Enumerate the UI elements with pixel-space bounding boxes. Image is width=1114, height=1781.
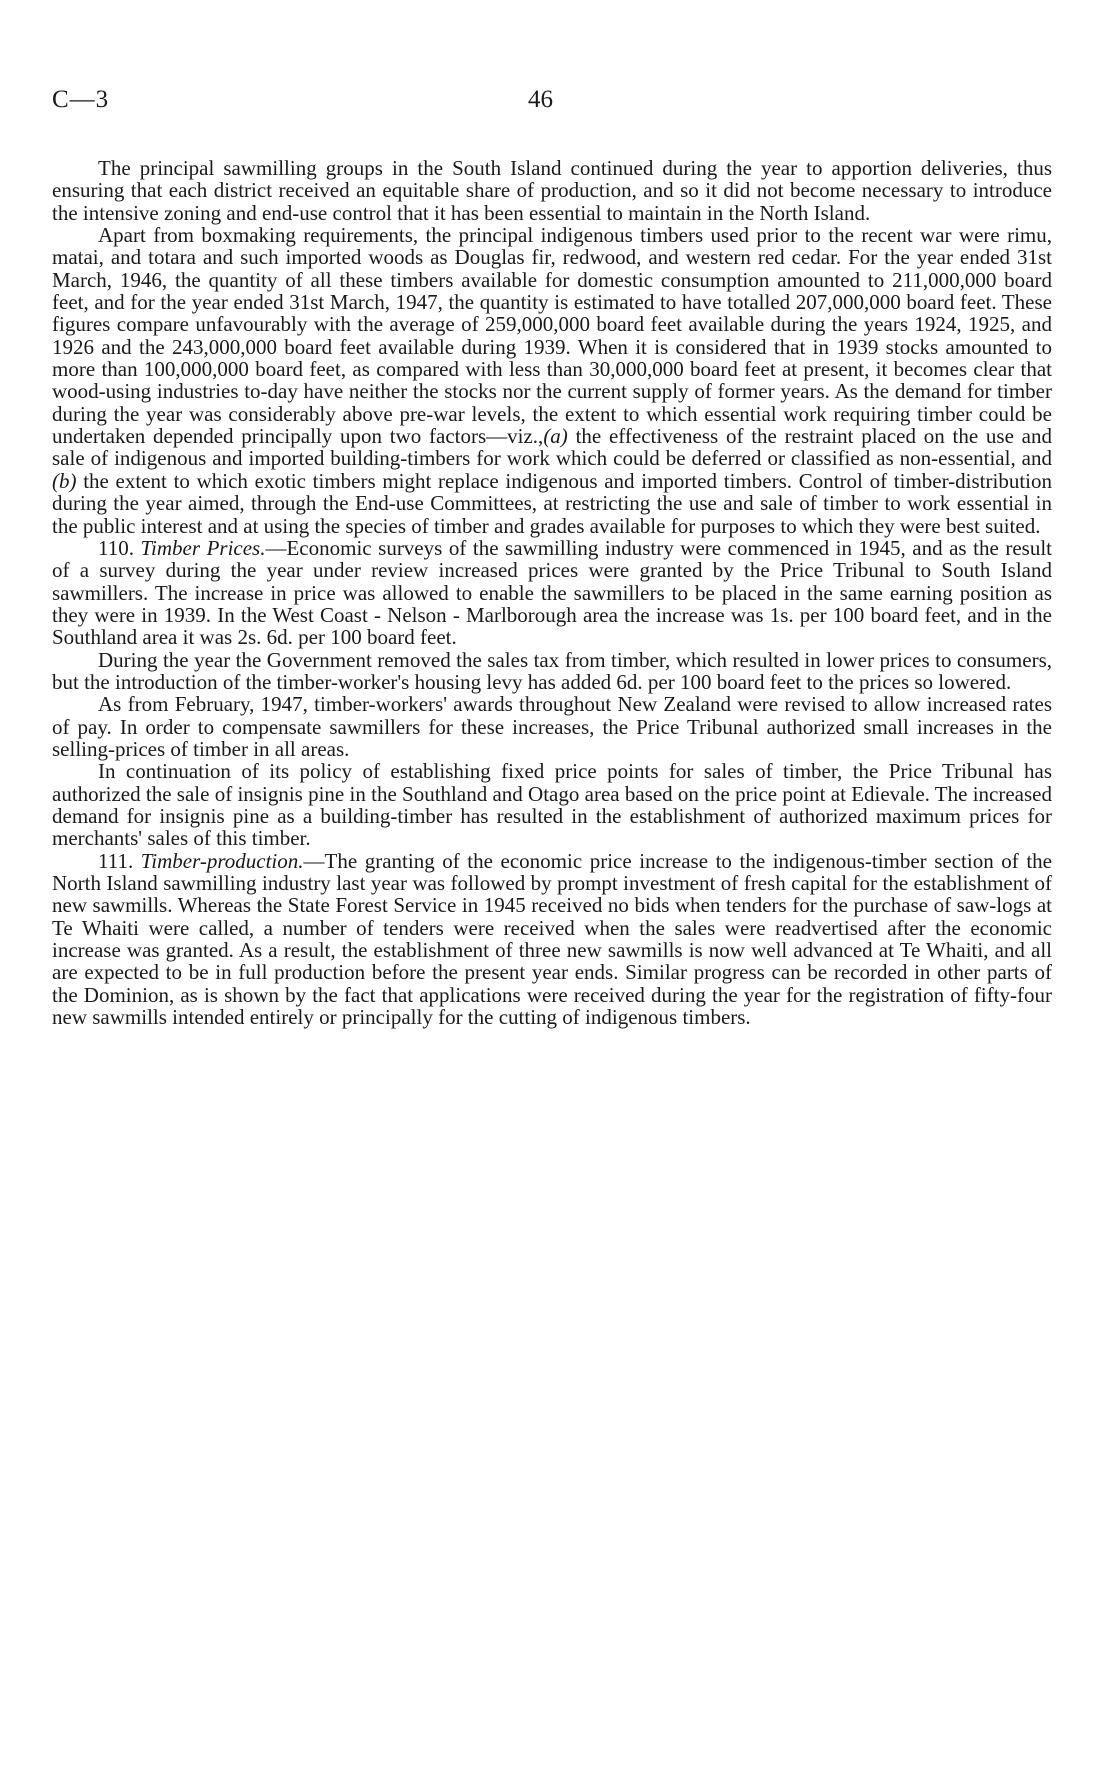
- section-111-timber-production: [52, 850, 1052, 1029]
- section-number: 111.: [98, 848, 141, 873]
- paragraph-indigenous-timbers: [52, 224, 1052, 537]
- section-110-timber-prices: [52, 537, 1052, 649]
- page-header: [52, 86, 1057, 126]
- section-title: Timber Prices.: [140, 535, 266, 560]
- section-text: —The granting of the economic price increase to the indigenous-timber section of the North Island sawmilling industry last year was followed by prompt investment of fresh capital for the establishment of new sawmills. Whereas the State Forest Service in 1945 received no bids when tenders for the purchase of saw-logs at Te Whaiti were called, a number of tenders were received when the sales were readvertised after the economic increase was granted. As a result, the establishment of three new sawmills is now well advanced at Te Whaiti, and all are expected to be in full production before the present year ends. Similar progress can be recorded in other parts of the Dominion, as is shown by the fact that applications were received during the year for the registration of fifty-four new sawmills intended entirely or principally for the cutting of indigenous timbers.: [52, 848, 1052, 1030]
- series-reference: C—3: [52, 86, 110, 113]
- paragraph-south-island-deliveries: The principal sawmilling groups in the South Island continued during the year to apportion deliveries, thus ensuring that each district received an equitable share of production, and so it did not become necessary to introduce the intensive zoning and end-use control that it has been essential to maintain in the North Island.: [52, 156, 1052, 225]
- section-number: 110.: [98, 535, 141, 560]
- page-number: 46: [528, 86, 553, 113]
- factor-a-text: the effectiveness of the restraint placed on the use and sale of indigenous and imported building-timbers for work which could be deferred or classified as non-essential, and: [52, 424, 1052, 471]
- section-title: Timber-production.: [140, 848, 304, 873]
- factor-b-text: the extent to which exotic timbers might replace indigenous and imported timbers. Control of timber-distribution during the year aimed, through the End-use Committees, at restricting the use and sale of timber to work essential in the public interest and at using the species of timber and grades available for purposes to which they were best suited.: [52, 468, 1052, 538]
- factor-a-label: (a): [543, 424, 568, 449]
- factor-b-label: (b): [52, 468, 77, 493]
- paragraph-text: Apart from boxmaking requirements, the principal indigenous timbers used prior to the recent war were rimu, matai, and totara and such imported woods as Douglas fir, redwood, and western red cedar. For the year ended 31st March, 1946, the quantity of all these timbers available for domestic consumption amounted to 211,000,000 board feet, and for the year ended 31st March, 1947, the quantity is estimated to have totalled 207,000,000 board feet. These figures compare unfavourably with the average of 259,000,000 board feet available during the years 1924, 1925, and 1926 and the 243,000,000 board feet available during 1939. When it is considered that in 1939 stocks amounted to more than 100,000,000 board feet, as compared with less than 30,000,000 board feet at present, it becomes clear that wood-using industries to-day have neither the stocks nor the current supply of former years. As the demand for timber during the year was considerably above pre-war levels, the extent to which essential work requiring timber could be undertaken depended principally upon two factors—viz.,: [52, 223, 1052, 449]
- section-text: —Economic surveys of the sawmilling industry were commenced in 1945, and as the result of a survey during the year under review increased prices were granted by the Price Tribunal to South Island sawmillers. The increase in price was allowed to enable the sawmillers to be placed in the same earning position as they were in 1939. In the West Coast - Nelson - Marlborough area the increase was 1s. per 100 board feet, and in the Southland area it was 2s. 6d. per 100 board feet.: [52, 535, 1052, 650]
- paragraph-price-points: In continuation of its policy of establishing fixed price points for sales of timber, the Price Tribunal has authorized the sale of insignis pine in the Southland and Otago area based on the price point at Edievale. The increased demand for insignis pine as a building-timber has resulted in the establishment of authorized maximum prices for merchants' sales of this timber.: [52, 759, 1052, 851]
- paragraph-awards: As from February, 1947, timber-workers' awards throughout New Zealand were revised to allow increased rates of pay. In order to compensate sawmillers for these increases, the Price Tribunal authorized small increases in the selling-prices of timber in all areas.: [52, 692, 1052, 761]
- document-body: [52, 157, 1052, 1028]
- paragraph-sales-tax: During the year the Government removed the sales tax from timber, which resulted in lower prices to consumers, but the introduction of the timber-worker's housing levy has added 6d. per 100 board feet to the prices so lowered.: [52, 647, 1052, 694]
